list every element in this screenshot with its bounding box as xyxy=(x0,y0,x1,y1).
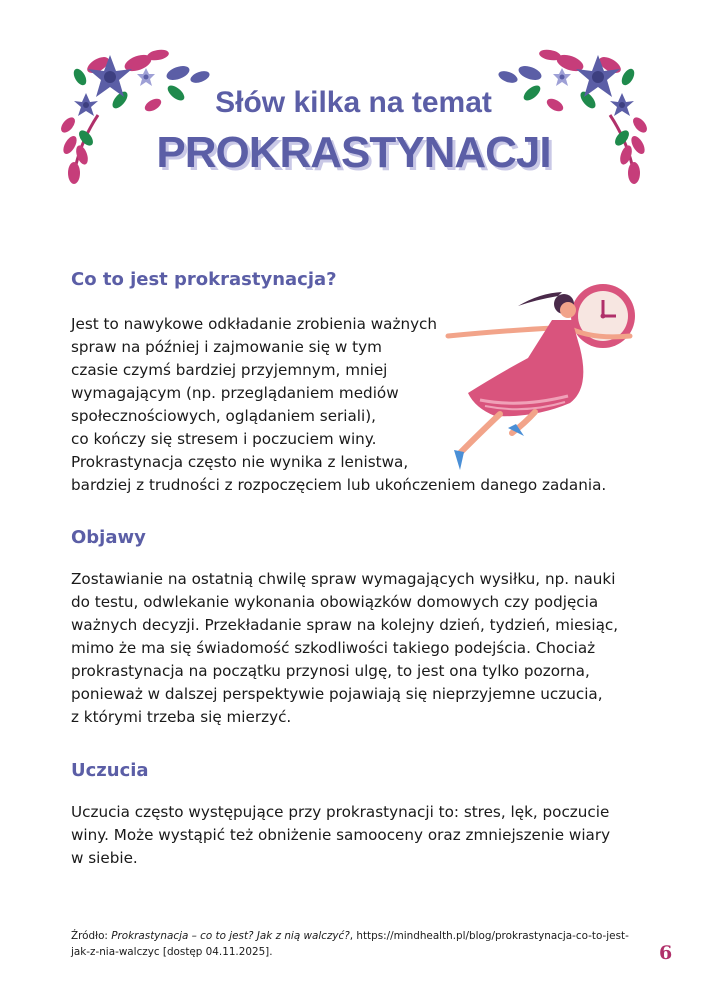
section-heading-what-is: Co to jest prokrastynacja? xyxy=(71,269,337,290)
section-paragraph-feelings xyxy=(71,801,610,870)
section-heading-feelings: Uczucia xyxy=(71,760,149,781)
paragraph-line: Zostawianie na ostatnią chwilę spraw wymagających wysiłku, np. nauki xyxy=(71,570,616,588)
paragraph-line: wymagającym (np. przeglądaniem mediów xyxy=(71,384,399,402)
source-citation xyxy=(71,928,631,960)
paragraph-line: prokrastynacja na początku przynosi ulgę, to jest ona tylko pozorna, xyxy=(71,662,590,680)
paragraph-line: winy. Może wystąpić też obniżenie samooceny oraz zmniejszenie wiary xyxy=(71,826,611,844)
section-heading-symptoms: Objawy xyxy=(71,527,146,548)
paragraph-line: Uczucia często występujące przy prokrastynacji to: stres, lęk, poczucie xyxy=(71,803,610,821)
paragraph-line: ważnych decyzji. Przekładanie spraw na kolejny dzień, tydzień, miesiąc, xyxy=(71,616,619,634)
paragraph-line: spraw na później i zajmowanie się w tym xyxy=(71,338,382,356)
paragraph-line: bardziej z trudności z rozpoczęciem lub ukończeniem danego zadania. xyxy=(71,476,607,494)
page-number: 6 xyxy=(659,942,673,964)
paragraph-line: czasie czymś bardziej przyjemnym, mniej xyxy=(71,361,388,379)
paragraph-line: Jest to nawykowe odkładanie zrobienia ważnych xyxy=(71,315,438,333)
paragraph-line: społecznościowych, oglądaniem seriali), xyxy=(71,407,376,425)
source-label: Źródło: xyxy=(71,930,112,942)
paragraph-line: co kończy się stresem i poczuciem winy. xyxy=(71,430,377,448)
paragraph-line: z którymi trzeba się mierzyć. xyxy=(71,708,292,726)
title-line-1: Słów kilka na temat xyxy=(215,86,492,119)
paragraph-line: do testu, odwlekanie wykonania obowiązków domowych czy podjęcia xyxy=(71,593,599,611)
running-woman-with-clock-icon xyxy=(440,278,640,473)
title-line-2: PROKRASTYNACJI xyxy=(156,128,551,177)
paragraph-line: Prokrastynacja często nie wynika z lenistwa, xyxy=(71,453,409,471)
source-title: Prokrastynacja – co to jest? Jak z nią walczyć? xyxy=(111,930,350,942)
paragraph-line: mimo że ma się świadomość szkodliwości takiego podejścia. Chociaż xyxy=(71,639,596,657)
source-details: , https://mindhealth.pl/blog/prokrastynacja-co-to-jest-jak-z-nia-walczyc [dostęp 04.11.2025]. xyxy=(71,930,629,958)
paragraph-line: w siebie. xyxy=(71,849,138,867)
section-paragraph-symptoms xyxy=(71,568,618,729)
paragraph-line: ponieważ w dalszej perspektywie pojawiają się nieprzyjemne uczucia, xyxy=(71,685,603,703)
